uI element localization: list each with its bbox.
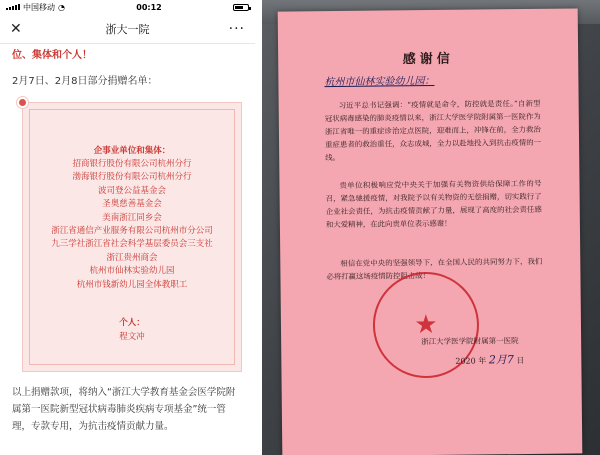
more-button[interactable]: ··· (228, 20, 245, 37)
close-button[interactable]: ✕ (10, 20, 22, 37)
card-dot-icon (17, 97, 28, 108)
individual-group-title: 个人： (119, 318, 145, 328)
status-time: 00:12 (136, 2, 162, 12)
battery-icon (233, 4, 249, 11)
letter-paragraph: 贵单位积极响应党中央关于加强有关物资供给保障工作的号召，紧急驰援疫情，对我院予以有关物资的无偿捐赠，切实践行了企业社会责任，为抗击疫情贡献了力量，展现了高度的社会责任感和大爱精神，在此向贵单位表示感谢！ (325, 178, 542, 230)
donor-list (23, 145, 241, 292)
donor-item: 杭州市仙林实验幼儿园 (89, 266, 175, 277)
wifi-icon: ◔ (58, 2, 65, 12)
individual-item: 程文冲 (119, 332, 145, 342)
nav-bar (0, 14, 255, 44)
phone-screenshot (0, 0, 255, 455)
date-suffix: 日 (516, 356, 525, 366)
donor-item: 浙江贵州商会 (106, 252, 158, 263)
seal-star-icon: ★ (414, 309, 438, 341)
carrier-label: 中国移动 (23, 2, 55, 12)
letter-paragraph: 相信在党中央的坚强领导下，在全国人民的共同努力下，我们必将打赢这场疫情防控阻击战！ (326, 256, 543, 282)
article-paragraph: 以上捐赠款项，将纳入“浙江大学教育基金会医学院附属第一医院新型冠状病毒肺炎疾病专项基金”统一管理，专款专用，为抗击疫情贡献力量。 (12, 387, 236, 432)
signal-icon (6, 4, 20, 10)
donor-card (22, 102, 242, 372)
date-year: 2020 年 (455, 356, 487, 366)
article-heading: 位、集体和个人！ (12, 50, 92, 61)
donor-item: 杭州市钱新幼儿园全体教职工 (76, 279, 188, 290)
letter-signature: 浙江大学医学院附属第一医院 (421, 336, 519, 347)
letter-heading: 感谢信 (402, 51, 454, 68)
thank-you-letter (278, 8, 583, 455)
org-group-title: 企事业单位和集体： (93, 146, 171, 156)
status-bar (0, 0, 255, 14)
letter-paragraph: 习近平总书记强调：“疫情就是命令，防控就是责任。”自新型冠状病毒感染的肺炎疫情以来，浙江大学医学院附属第一医院作为浙江省唯一的重症诊治定点医院，迎难而上，冲锋在前，全力救治重症患者的救治重任，众志成城，全力以赴地投入到抗击疫情的一线。 (324, 98, 542, 163)
article-body (0, 44, 255, 435)
donor-item: 浙江省通信产业服务有限公司杭州市分公司 (51, 226, 213, 237)
donor-item: 美南浙江同乡会 (102, 212, 162, 223)
status-left (6, 2, 65, 13)
individual-list (23, 317, 241, 344)
donor-item: 招商银行股份有限公司杭州分行 (72, 159, 192, 169)
letter-addressee: 杭州市仙林实验幼儿园： (324, 75, 435, 89)
nav-title: 浙大一院 (105, 22, 150, 36)
donor-item: 九三学社浙江省社会科学基层委员会三支社 (51, 239, 213, 250)
donor-item: 波司登公益基金会 (97, 185, 166, 196)
donor-item: 渤海银行股份有限公司杭州分行 (72, 172, 192, 183)
letter-photo (262, 0, 600, 455)
date-handwritten: 2月7 (488, 353, 514, 367)
date-line: 2月7日、2月8日部分捐赠名单： (12, 76, 158, 87)
letter-date (455, 351, 524, 368)
donor-item: 圣奥慈善基金会 (102, 199, 162, 210)
